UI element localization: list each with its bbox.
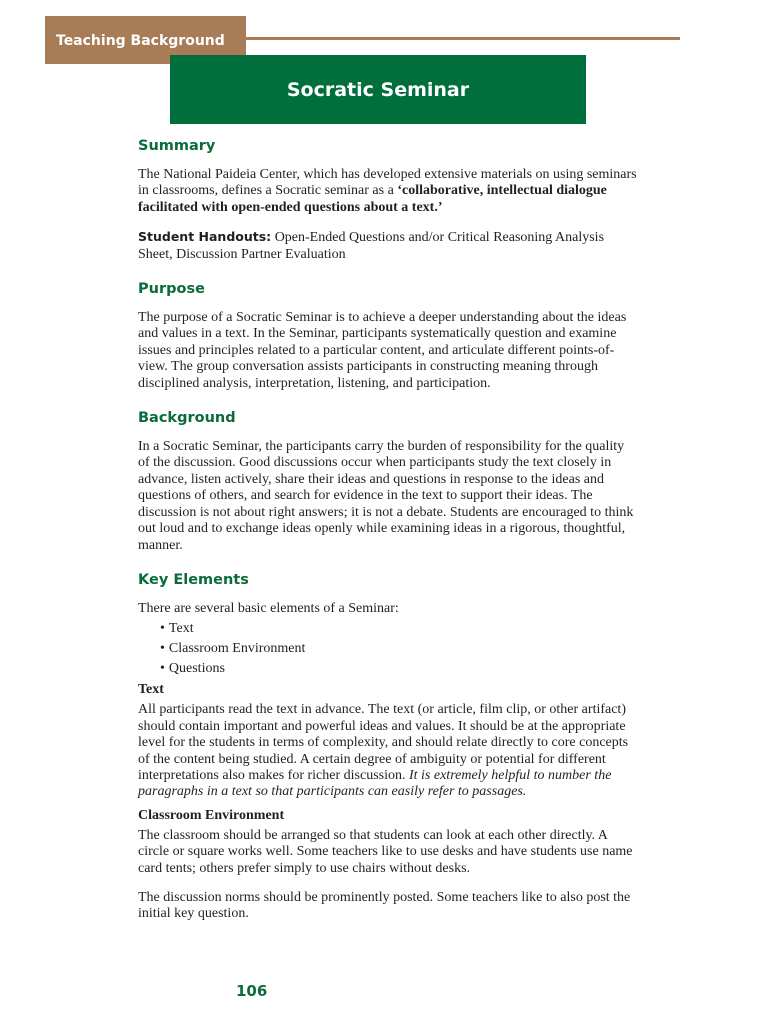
text-tip: It is extremely helpful to number the paragraphs in a text so that participants can easily refer to passages. (138, 767, 612, 800)
page-number: 106 (236, 982, 268, 1000)
environment-paragraph: The classroom should be arranged so that students can look at each other directly. A circle or square works well. Some teachers like to use desks and have students use name card tents; others prefer simply to use chairs without desks. (138, 827, 633, 876)
key-elements-intro: There are several basic elements of a Seminar: (138, 600, 399, 616)
handouts-label: Student Handouts: (138, 229, 272, 245)
text-paragraph (138, 702, 638, 800)
summary-text: The National Paideia Center, which has developed extensive materials on using seminars in classrooms, defines a Socratic seminar as a (138, 167, 637, 199)
key-elements-heading: Key Elements (138, 571, 249, 588)
section-tab: Teaching Background (45, 16, 246, 64)
purpose-heading: Purpose (138, 281, 205, 298)
handouts-text: Open-Ended Questions and/or Critical Reasoning Analysis Sheet, Discussion Partner Evaluation (138, 230, 605, 262)
summary-paragraph (138, 167, 638, 216)
summary-definition: ‘collaborative, intellectual dialogue facilitated with open-ended questions about a text.’ (138, 183, 607, 215)
document-body (138, 133, 638, 936)
environment-subheading: Classroom Environment (138, 807, 285, 823)
key-elements-list (138, 619, 638, 679)
text-subheading: Text (138, 682, 164, 698)
page-title-banner (170, 55, 586, 124)
norms-paragraph: The discussion norms should be prominently posted. Some teachers like to also post the initial key question. (138, 889, 631, 922)
summary-heading: Summary (138, 138, 216, 154)
list-item: • Classroom Environment (160, 641, 306, 657)
purpose-paragraph: The purpose of a Socratic Seminar is to achieve a deeper understanding about the ideas and values in a text. In the Seminar, participants systematically question and examine issues and principles related to a particular content, and articulate different points-of-view. The group conversation assists participants in constructing meaning through disciplined analysis, interpretation, listening, and participation. (138, 310, 627, 391)
page-title: Socratic Seminar (286, 78, 470, 101)
background-heading: Background (138, 410, 236, 427)
header-rule (246, 37, 680, 40)
list-item: • Questions (160, 661, 225, 677)
list-item: • Text (160, 621, 194, 637)
text-body: All participants read the text in advance. The text (or article, film clip, or other artifact) should contain important and powerful ideas and values. It should be at the appropriate level for the students in terms of complexity, and should relate directly to core concepts of the content being studied. A certain degree of ambiguity or potential for different interpretations also makes for richer discussion. (138, 702, 629, 783)
background-paragraph: In a Socratic Seminar, the participants carry the burden of responsibility for the quality of the discussion. Good discussions occur when participants study the text closely in advance, listen actively, share their ideas and questions in response to the ideas and questions of others, and search for evidence in the text to support their ideas. The discussion is not about right answers; it is not a debate. Students are encouraged to think out loud and to exchange ideas openly while examining ideas in a rigorous, thoughtful, manner. (138, 439, 634, 553)
handouts-paragraph (138, 229, 638, 263)
